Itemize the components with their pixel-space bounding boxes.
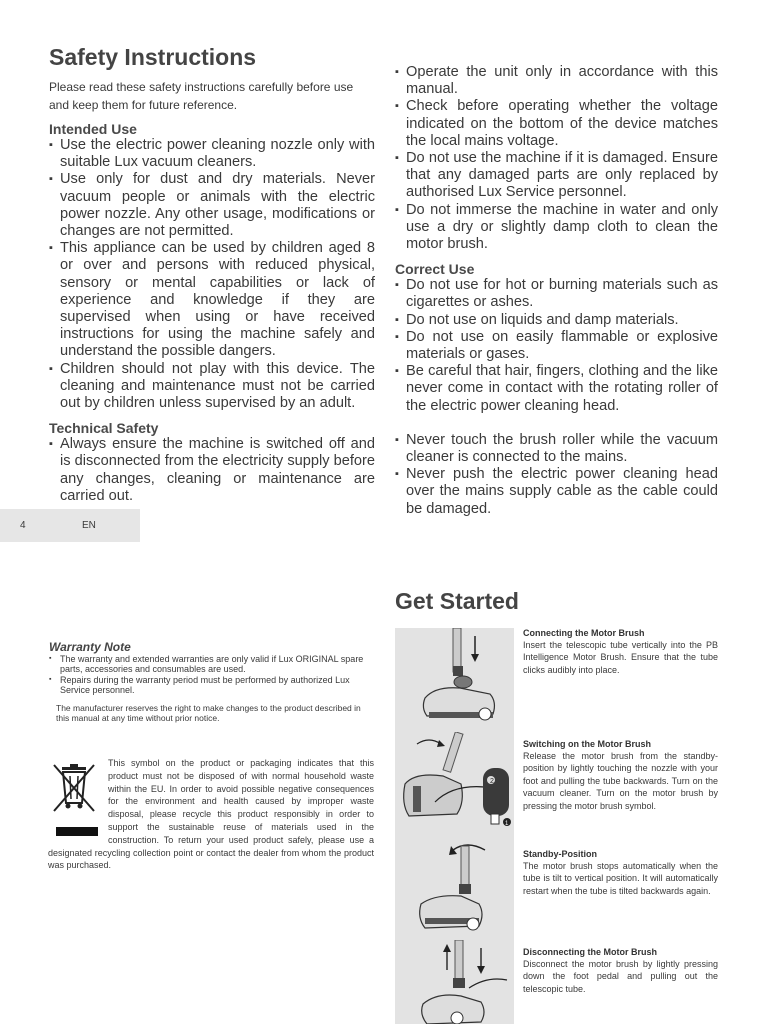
page-footer (0, 509, 140, 542)
warranty-list (49, 654, 373, 696)
list-item: ▪ Repairs during the warranty period must be performed by authorized Lux Service personnel. (49, 675, 373, 696)
page-number: 4 (20, 520, 26, 531)
get-started-title: Get Started (395, 588, 519, 614)
list-item: ▪ The warranty and extended warranties are only valid if Lux ORIGINAL spare parts, accessories and consumables are used. (49, 654, 373, 675)
list-item: ▪ Never push the electric power cleaning head over the mains supply cable as the cable could be damaged. (395, 466, 718, 518)
step-title: Disconnecting the Motor Brush (523, 947, 658, 957)
step-switching-on (523, 738, 718, 812)
list-item: ▪ Do not immerse the machine in water and only use a dry or slightly damp cloth to clean the motor brush. (395, 202, 718, 254)
warranty-heading: Warranty Note (49, 640, 131, 654)
list-item: ▪ Do not use for hot or burning materials such as cigarettes or ashes. (395, 277, 718, 311)
language-label: EN (82, 520, 96, 531)
left-column (49, 44, 375, 505)
list-item: ▪ This appliance can be used by children aged 8 or over and persons with reduced physical, sensory or mental capabilities or lack of experience and knowledge if they are supervised when using or have received instructions for using the machine safely and understand the possible dangers. (49, 240, 375, 360)
list-item: ▪ Do not use on easily flammable or explosive materials or gases. (395, 329, 718, 363)
page-title: Safety Instructions (49, 44, 257, 70)
intended-use-heading: Intended Use (49, 121, 137, 137)
step-text: Release the motor brush from the standby-position by lightly touching the nozzle with your foot and pulling the tube backwards. Turn on the vacuum cleaner. Turn on the motor brush by pressing the motor brush symbol. (523, 751, 718, 811)
step-standby (523, 848, 718, 897)
warranty-section (49, 640, 373, 724)
switching-on-illustration (395, 732, 514, 832)
disclaimer-text: The manufacturer reserves the right to make changes to the product described in this manual at any time without prior notice. (56, 702, 361, 724)
step-title: Connecting the Motor Brush (523, 628, 645, 638)
step-disconnecting (523, 946, 718, 995)
intended-use-list (49, 137, 375, 412)
technical-safety-list (49, 436, 375, 505)
list-item: ▪ Children should not play with this device. The cleaning and maintenance must not be carried out by children unless supervised by an adult. (49, 361, 375, 413)
step-title: Switching on the Motor Brush (523, 739, 651, 749)
right-column (395, 64, 718, 518)
intro-text: Please read these safety instructions carefully before use and keep them for future reference. (49, 80, 354, 112)
list-item: ▪ Be careful that hair, fingers, clothing and the like never come in contact with the rotating roller of the electric power cleaning head. (395, 363, 718, 415)
weee-section (48, 757, 374, 872)
technical-safety-heading: Technical Safety (49, 420, 159, 437)
step-2-label-a: 2 (490, 778, 494, 785)
connecting-brush-illustration (395, 628, 514, 728)
standby-illustration (395, 840, 514, 936)
list-item: ▪ Use only for dust and dry materials. Never vacuum people or animals with the electric power nozzle. Any other usage, modifications or changes are not permitted. (49, 171, 375, 240)
list-item: ▪ Do not use on liquids and damp materials. (395, 312, 718, 329)
weee-text: This symbol on the product or packaging indicates that this product must not be disposed of with normal household waste within the EU. In order to avoid possible negative consequences for the environment and health caused by improper waste disposal, please recycle this product responsibly in order to support the sustainable reuse of materials used in the construction. To return your used product safely, please use a designated recycling collection point or contact the dealer from whom the product was purchased. (48, 758, 374, 871)
correct-use-heading: Correct Use (395, 261, 475, 278)
correct-use-list (395, 277, 718, 518)
list-item: ▪ Operate the unit only in accordance with this manual. (395, 64, 718, 98)
list-item: ▪ Use the electric power cleaning nozzle only with suitable Lux vacuum cleaners. (49, 137, 375, 171)
disconnecting-illustration (395, 940, 514, 1024)
step-text: The motor brush stops automatically when the tube is tilt to vertical position. It will automatically restart when the tube is tilted backwards again. (523, 861, 718, 896)
step-title: Standby-Position (523, 849, 597, 859)
step-2-label-b: 1 (505, 821, 509, 827)
step-text: Insert the telescopic tube vertically into the PB Intelligence Motor Brush. Ensure that the tube clicks audibly into place. (523, 640, 718, 675)
step-connecting (523, 627, 718, 676)
list-item: ▪ Do not use the machine if it is damaged. Ensure that any damaged parts are only replaced by authorised Lux Service personnel. (395, 150, 718, 202)
weee-bin-icon (50, 759, 104, 841)
technical-safety-list-cont (395, 64, 718, 253)
step-text: Disconnect the motor brush by lightly pressing down the foot pedal and pulling out the telescopic tube. (523, 959, 718, 994)
list-item: ▪ Always ensure the machine is switched off and is disconnected from the electricity supply before any changes, cleaning or maintenance are carried out. (49, 436, 375, 505)
list-item: ▪ Check before operating whether the voltage indicated on the bottom of the device matches the local mains voltage. (395, 98, 718, 150)
list-item: ▪ Never touch the brush roller while the vacuum cleaner is connected to the mains. (395, 432, 718, 466)
illustration-panel (395, 628, 514, 1024)
